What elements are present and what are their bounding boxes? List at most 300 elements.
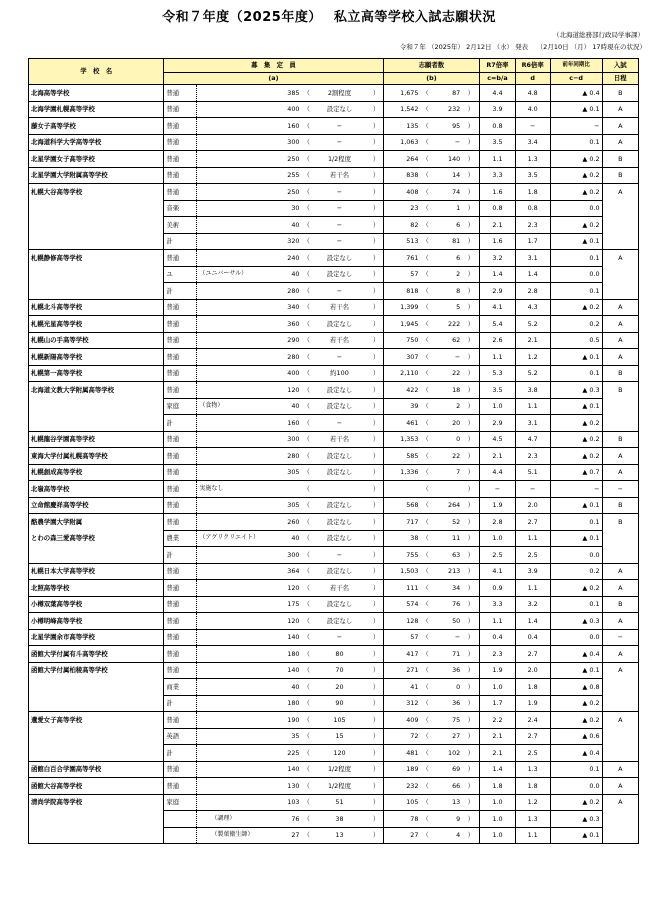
ratio-r6: 2.0: [515, 662, 550, 679]
ratio-diff: ▲ 0.2: [550, 794, 602, 811]
quota-paren-close: ）: [370, 563, 383, 580]
quota-paren-close: ）: [370, 745, 383, 762]
quota-value: 40: [275, 217, 301, 234]
applicant-paren-open: （: [420, 134, 429, 151]
school-name: 札幌第一高等学校: [29, 365, 164, 382]
ratio-r7: 3.3: [480, 167, 515, 184]
quota-paren-close: ）: [370, 827, 383, 844]
applicant-recommend: 69: [429, 761, 462, 778]
ratio-diff: 0.0: [550, 547, 602, 564]
quota-paren-open: （: [302, 547, 310, 564]
quota-recommend: 若干名: [309, 580, 370, 597]
ratio-diff: 0.1: [550, 596, 602, 613]
exam-schedule: B: [602, 497, 638, 514]
quota-recommend: 80: [309, 646, 370, 663]
course-note: [197, 629, 275, 646]
ratio-r6: 1.8: [515, 184, 550, 201]
ratio-diff: 0.0: [550, 266, 602, 283]
quota-recommend: 70: [309, 662, 370, 679]
school-name: 北照高等学校: [29, 580, 164, 597]
course-name: 家庭: [164, 794, 197, 811]
applicant-paren-close: ）: [462, 761, 480, 778]
exam-schedule: A: [602, 299, 638, 316]
ratio-diff: ▲ 0.2: [550, 695, 602, 712]
applicant-paren-open: （: [420, 481, 429, 498]
quota-value: 140: [275, 629, 301, 646]
school-name: [29, 728, 164, 745]
quota-paren-open: （: [302, 761, 310, 778]
ratio-diff: ▲ 0.8: [550, 679, 602, 696]
exam-schedule: [602, 398, 638, 415]
quota-recommend: 設定なし: [309, 382, 370, 399]
exam-schedule: A: [602, 646, 638, 663]
applicant-recommend: 87: [429, 85, 462, 102]
course-note: [197, 646, 275, 663]
quota-recommend: 設定なし: [309, 514, 370, 531]
quota-paren-open: （: [302, 679, 310, 696]
quota-paren-close: ）: [370, 580, 383, 597]
exam-schedule: [602, 745, 638, 762]
applicant-recommend: 75: [429, 712, 462, 729]
table-row: [29, 629, 639, 646]
ratio-r7: 2.1: [480, 448, 515, 465]
ratio-r6: 1.2: [515, 794, 550, 811]
school-name: 遺愛女子高等学校: [29, 712, 164, 729]
exam-schedule: [602, 530, 638, 547]
quota-value: 120: [275, 580, 301, 597]
quota-recommend: 設定なし: [309, 497, 370, 514]
exam-schedule: B: [602, 514, 638, 531]
applicant-paren-close: ）: [462, 134, 480, 151]
applicant-paren-close: ）: [462, 349, 480, 366]
ratio-diff: −: [550, 118, 602, 135]
ratio-r7: 1.7: [480, 695, 515, 712]
quota-recommend: 90: [309, 695, 370, 712]
course-note: [197, 382, 275, 399]
ratio-r6: 2.3: [515, 448, 550, 465]
ratio-diff: 0.2: [550, 563, 602, 580]
course-name: 普通: [164, 497, 197, 514]
school-name: [29, 827, 164, 844]
ratio-r7: 1.0: [480, 794, 515, 811]
ratio-r7: 5.4: [480, 316, 515, 333]
quota-recommend: 若干名: [309, 431, 370, 448]
applicant-count: 1,503: [383, 563, 420, 580]
quota-recommend: 設定なし: [309, 316, 370, 333]
quota-paren-open: （: [302, 448, 310, 465]
course-note: （アグリクリエイト）: [197, 530, 275, 547]
applicant-count: 1,542: [383, 101, 420, 118]
applicant-recommend: 50: [429, 613, 462, 630]
quota-recommend: 15: [309, 728, 370, 745]
table-row: [29, 415, 639, 432]
quota-value: 225: [275, 745, 301, 762]
header-r6-sub: d: [515, 73, 550, 85]
ratio-r6: 1.1: [515, 530, 550, 547]
course-name: 普通: [164, 151, 197, 168]
course-note: [197, 217, 275, 234]
applicant-paren-open: （: [420, 101, 429, 118]
course-name: ユ: [164, 266, 197, 283]
table-row: [29, 398, 639, 415]
page-title: 令和７年度（2025年度） 私立高等学校入試志願状況: [162, 10, 496, 25]
table-row: [29, 778, 639, 795]
applicant-paren-close: ）: [462, 167, 480, 184]
ratio-r7: 1.1: [480, 349, 515, 366]
exam-schedule: A: [602, 580, 638, 597]
quota-paren-close: ）: [370, 283, 383, 300]
course-name: 普通: [164, 299, 197, 316]
applicant-paren-close: ）: [462, 778, 480, 795]
quota-value: 364: [275, 563, 301, 580]
applicant-count: 818: [383, 283, 420, 300]
quota-recommend: 若干名: [309, 167, 370, 184]
applicant-recommend: 95: [429, 118, 462, 135]
table-row: [29, 827, 639, 844]
ratio-diff: ▲ 0.2: [550, 415, 602, 432]
quota-paren-close: ）: [370, 266, 383, 283]
quota-recommend: 1/2程度: [309, 761, 370, 778]
applicant-paren-close: ）: [462, 563, 480, 580]
quota-paren-close: ）: [370, 481, 383, 498]
course-name: [164, 811, 197, 828]
table-row: [29, 101, 639, 118]
quota-value: 130: [275, 778, 301, 795]
quota-recommend: 1/2程度: [309, 778, 370, 795]
applicant-paren-open: （: [420, 415, 429, 432]
applicant-count: 568: [383, 497, 420, 514]
quota-value: 300: [275, 431, 301, 448]
quota-recommend: 設定なし: [309, 563, 370, 580]
exam-schedule: −: [602, 481, 638, 498]
quota-paren-close: ）: [370, 629, 383, 646]
course-name: 普通: [164, 448, 197, 465]
school-name: 清尚学院高等学校: [29, 794, 164, 811]
exam-schedule: A: [602, 761, 638, 778]
quota-recommend: 120: [309, 745, 370, 762]
ratio-diff: ▲ 0.3: [550, 613, 602, 630]
quota-paren-open: （: [302, 316, 310, 333]
exam-schedule: [602, 415, 638, 432]
ratio-r7: 3.3: [480, 596, 515, 613]
announcement-date: 令和７年 （2025年） 2月12日 （水） 発表 （2月10日 （月） 17時現在の状況）: [399, 43, 646, 51]
applicant-recommend: 2: [429, 266, 462, 283]
course-note: [197, 349, 275, 366]
applicant-count: 105: [383, 794, 420, 811]
exam-schedule: [602, 827, 638, 844]
ratio-r6: 3.1: [515, 250, 550, 267]
course-note: [197, 514, 275, 531]
school-name: [29, 233, 164, 250]
applicant-recommend: 2: [429, 398, 462, 415]
quota-paren-close: ）: [370, 448, 383, 465]
course-name: 普通: [164, 134, 197, 151]
school-name: [29, 415, 164, 432]
course-name: 普通: [164, 778, 197, 795]
course-name: 計: [164, 695, 197, 712]
course-note: [197, 233, 275, 250]
course-name: 美術: [164, 217, 197, 234]
applicant-paren-close: ）: [462, 679, 480, 696]
table-row: [29, 646, 639, 663]
quota-paren-open: （: [302, 464, 310, 481]
applicant-paren-close: ）: [462, 811, 480, 828]
course-note: [197, 464, 275, 481]
exam-schedule: A: [602, 778, 638, 795]
table-row: [29, 662, 639, 679]
applicant-paren-close: ）: [462, 250, 480, 267]
ratio-r6: 1.1: [515, 398, 550, 415]
quota-value: 140: [275, 761, 301, 778]
quota-paren-close: ）: [370, 398, 383, 415]
applicant-paren-close: ）: [462, 200, 480, 217]
quota-value: 360: [275, 316, 301, 333]
school-name: 北星学園女子高等学校: [29, 151, 164, 168]
quota-value: 27: [275, 827, 301, 844]
applicant-recommend: 22: [429, 365, 462, 382]
ratio-r6: 5.2: [515, 365, 550, 382]
applicant-paren-open: （: [420, 283, 429, 300]
exam-schedule: [602, 283, 638, 300]
course-name: 普通: [164, 464, 197, 481]
quota-recommend: [309, 481, 370, 498]
course-name: 普通: [164, 662, 197, 679]
quota-value: 35: [275, 728, 301, 745]
applicant-count: 422: [383, 382, 420, 399]
applicant-recommend: 22: [429, 448, 462, 465]
exam-schedule: B: [602, 382, 638, 399]
ratio-r6: 5.1: [515, 464, 550, 481]
exam-schedule: B: [602, 151, 638, 168]
ratio-r7: 1.0: [480, 530, 515, 547]
applicant-count: 1,063: [383, 134, 420, 151]
quota-paren-close: ）: [370, 299, 383, 316]
course-name: 普通: [164, 563, 197, 580]
quota-value: 120: [275, 613, 301, 630]
applicant-paren-open: （: [420, 448, 429, 465]
course-name: 普通: [164, 316, 197, 333]
course-note: [197, 167, 275, 184]
table-row: [29, 481, 639, 498]
course-name: 商業: [164, 679, 197, 696]
ratio-r6: 3.9: [515, 563, 550, 580]
quota-value: 240: [275, 250, 301, 267]
quota-paren-open: （: [302, 365, 310, 382]
course-note: [197, 283, 275, 300]
applicant-count: 39: [383, 398, 420, 415]
quota-recommend: 設定なし: [309, 101, 370, 118]
applicant-count: [383, 481, 420, 498]
quota-value: 305: [275, 464, 301, 481]
ratio-r7: 4.5: [480, 431, 515, 448]
quota-value: 140: [275, 662, 301, 679]
applicant-paren-open: （: [420, 794, 429, 811]
course-note: [197, 101, 275, 118]
applicant-paren-open: （: [420, 250, 429, 267]
course-name: 普通: [164, 184, 197, 201]
applicant-recommend: 102: [429, 745, 462, 762]
quota-value: 40: [275, 398, 301, 415]
quota-paren-open: （: [302, 646, 310, 663]
table-row: [29, 118, 639, 135]
course-note: [197, 299, 275, 316]
applicant-paren-close: ）: [462, 613, 480, 630]
applicant-recommend: 81: [429, 233, 462, 250]
course-name: 普通: [164, 712, 197, 729]
course-note: [197, 745, 275, 762]
ratio-r7: 4.1: [480, 563, 515, 580]
quota-paren-close: ）: [370, 613, 383, 630]
applicant-paren-close: ）: [462, 398, 480, 415]
exam-schedule: [602, 233, 638, 250]
ratio-diff: ▲ 0.4: [550, 85, 602, 102]
ratio-diff: 0.0: [550, 629, 602, 646]
quota-recommend: 38: [309, 811, 370, 828]
exam-schedule: A: [602, 134, 638, 151]
applicant-recommend: −: [429, 349, 462, 366]
ratio-r6: 0.4: [515, 629, 550, 646]
course-note: [197, 613, 275, 630]
ratio-diff: ▲ 0.4: [550, 745, 602, 762]
quota-recommend: 2割程度: [309, 85, 370, 102]
course-note: [197, 662, 275, 679]
ratio-diff: ▲ 0.2: [550, 580, 602, 597]
school-name: 藤女子高等学校: [29, 118, 164, 135]
ratio-r6: 3.5: [515, 167, 550, 184]
quota-paren-close: ）: [370, 85, 383, 102]
applicant-paren-open: （: [420, 266, 429, 283]
course-name: 普通: [164, 167, 197, 184]
exam-schedule: A: [602, 563, 638, 580]
applicant-count: 57: [383, 629, 420, 646]
table-row: [29, 365, 639, 382]
header-applicants: 志願者数: [383, 59, 480, 73]
course-note: [197, 596, 275, 613]
ratio-r7: 1.0: [480, 398, 515, 415]
course-name: 普通: [164, 382, 197, 399]
applicant-recommend: 213: [429, 563, 462, 580]
applicant-paren-close: ）: [462, 283, 480, 300]
applicant-paren-open: （: [420, 497, 429, 514]
quota-recommend: 20: [309, 679, 370, 696]
table-row: [29, 233, 639, 250]
applicant-count: 264: [383, 151, 420, 168]
applicant-recommend: 62: [429, 332, 462, 349]
school-name: 札幌光星高等学校: [29, 316, 164, 333]
quota-value: 400: [275, 365, 301, 382]
applicant-paren-close: ）: [462, 233, 480, 250]
quota-paren-close: ）: [370, 662, 383, 679]
table-row: [29, 761, 639, 778]
table-row: [29, 167, 639, 184]
ratio-diff: ▲ 0.1: [550, 233, 602, 250]
applicant-count: 27: [383, 827, 420, 844]
quota-value: [275, 481, 301, 498]
school-name: 函館大谷高等学校: [29, 778, 164, 795]
course-note: [197, 200, 275, 217]
applicant-count: 307: [383, 349, 420, 366]
ratio-r7: 0.9: [480, 580, 515, 597]
ratio-r7: 1.6: [480, 184, 515, 201]
applicant-paren-close: ）: [462, 184, 480, 201]
ratio-diff: 0.1: [550, 761, 602, 778]
quota-recommend: 105: [309, 712, 370, 729]
applicant-count: 717: [383, 514, 420, 531]
ratio-diff: ▲ 0.3: [550, 811, 602, 828]
quota-recommend: 設定なし: [309, 266, 370, 283]
applicant-count: 417: [383, 646, 420, 663]
quota-recommend: 設定なし: [309, 596, 370, 613]
ratio-r6: 1.4: [515, 613, 550, 630]
ratio-r6: 1.1: [515, 827, 550, 844]
quota-value: 260: [275, 514, 301, 531]
quota-value: 280: [275, 349, 301, 366]
school-name: 函館大学付属有斗高等学校: [29, 646, 164, 663]
applicant-paren-close: ）: [462, 151, 480, 168]
quota-recommend: 若干名: [309, 332, 370, 349]
header-applicants-sub: (b): [383, 73, 480, 85]
quota-paren-open: （: [302, 530, 310, 547]
school-name: 札幌大谷高等学校: [29, 184, 164, 201]
ratio-r6: 1.3: [515, 811, 550, 828]
table-row: [29, 811, 639, 828]
ratio-r7: 2.8: [480, 514, 515, 531]
header-day-sub: 日程: [602, 73, 638, 85]
applicant-recommend: 7: [429, 464, 462, 481]
header-school: 学 校 名: [29, 59, 164, 85]
applicant-recommend: 264: [429, 497, 462, 514]
applicant-paren-open: （: [420, 695, 429, 712]
applicant-paren-open: （: [420, 167, 429, 184]
applicant-paren-close: ）: [462, 547, 480, 564]
ratio-r6: 5.2: [515, 316, 550, 333]
quota-paren-open: （: [302, 167, 310, 184]
applicant-recommend: 4: [429, 827, 462, 844]
ratio-r6: 4.8: [515, 85, 550, 102]
school-name: 函館大学付属柏稜高等学校: [29, 662, 164, 679]
course-note: [197, 563, 275, 580]
school-name: 北海道文教大学附属高等学校: [29, 382, 164, 399]
quota-paren-open: （: [302, 514, 310, 531]
school-name: 札幌創成高等学校: [29, 464, 164, 481]
exam-schedule: B: [602, 431, 638, 448]
school-name: [29, 398, 164, 415]
course-note: [197, 778, 275, 795]
exam-schedule: [602, 200, 638, 217]
quota-paren-close: ）: [370, 728, 383, 745]
course-name: 普通: [164, 118, 197, 135]
ratio-r7: 1.0: [480, 811, 515, 828]
course-name: 普通: [164, 85, 197, 102]
quota-paren-close: ）: [370, 134, 383, 151]
ratio-r6: 3.2: [515, 596, 550, 613]
quota-paren-open: （: [302, 382, 310, 399]
course-note: [197, 679, 275, 696]
course-note: [197, 794, 275, 811]
school-name: [29, 217, 164, 234]
applicant-count: 408: [383, 184, 420, 201]
applicant-count: 72: [383, 728, 420, 745]
table-row: [29, 332, 639, 349]
course-name: 英語: [164, 728, 197, 745]
applicant-paren-close: ）: [462, 415, 480, 432]
applicant-recommend: 27: [429, 728, 462, 745]
ratio-diff: ▲ 0.3: [550, 382, 602, 399]
quota-recommend: −: [309, 217, 370, 234]
quota-paren-open: （: [302, 134, 310, 151]
quota-paren-open: （: [302, 332, 310, 349]
ratio-diff: ▲ 0.2: [550, 217, 602, 234]
